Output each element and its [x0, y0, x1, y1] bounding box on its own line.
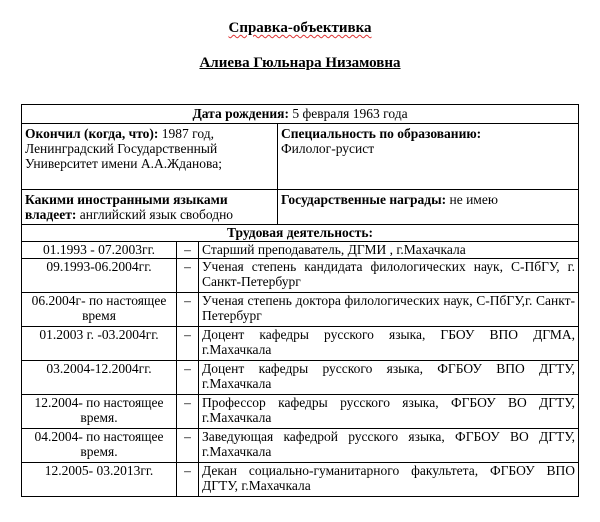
work-row	[22, 463, 579, 497]
birth-value: 5 февраля 1963 года	[292, 106, 408, 121]
work-desc: Ученая степень кандидата филологических наук, С-ПбГУ, г. Санкт-Петербург	[199, 259, 579, 293]
specialty-value: Филолог-русист	[281, 141, 375, 156]
work-desc: Доцент кафедры русского языка, ФГБОУ ВПО ДГТУ, г.Махачкала	[199, 361, 579, 395]
work-dash: –	[177, 463, 199, 497]
document-title	[0, 20, 600, 37]
work-desc: Старший преподаватель, ДГМИ , г.Махачкала	[199, 242, 579, 259]
document-title-text: Справка-объективка	[228, 20, 372, 36]
birth-cell	[22, 105, 579, 124]
work-dates: 03.2004-12.2004гг.	[22, 361, 177, 395]
work-dates: 12.2004- по настоящее время.	[22, 395, 177, 429]
languages-value: английский язык свободно	[79, 207, 234, 222]
person-name: Алиева Гюльнара Низамовна	[199, 55, 401, 71]
birth-label: Дата рождения:	[192, 106, 289, 121]
work-row	[22, 395, 579, 429]
work-dash: –	[177, 293, 199, 327]
work-row	[22, 293, 579, 327]
work-desc: Заведующая кафедрой русского языка, ФГБОУ ВО ДГТУ, г.Махачкала	[199, 429, 579, 463]
work-desc: Доцент кафедры русского языка, ГБОУ ВПО ДГМА, г.Махачкала	[199, 327, 579, 361]
specialty-label: Специальность по образованию:	[281, 126, 482, 141]
work-dates: 12.2005- 03.2013гг.	[22, 463, 177, 497]
work-dates: 09.1993-06.2004гг.	[22, 259, 177, 293]
awards-cell	[278, 190, 579, 225]
education-label: Окончил (когда, что):	[25, 126, 159, 141]
languages-cell	[22, 190, 278, 225]
work-header-row	[22, 225, 579, 242]
languages-row	[22, 190, 579, 225]
languages-label: Какими иностранными языками владеет:	[25, 192, 228, 222]
education-value: 1987 год, Ленинградский Государственный Университет имени А.А.Жданова;	[25, 126, 222, 171]
work-dates: 01.2003 г. -03.2004гг.	[22, 327, 177, 361]
work-row	[22, 242, 579, 259]
work-row	[22, 429, 579, 463]
birth-row	[22, 105, 579, 124]
work-dash: –	[177, 242, 199, 259]
work-dash: –	[177, 361, 199, 395]
work-header: Трудовая деятельность:	[22, 225, 579, 242]
education-cell	[22, 124, 278, 190]
work-dates: 01.1993 - 07.2003гг.	[22, 242, 177, 259]
work-dash: –	[177, 327, 199, 361]
work-desc: Декан социально-гуманитарного факультета, ФГБОУ ВПО ДГТУ, г.Махачкала	[199, 463, 579, 497]
awards-label: Государственные награды:	[281, 192, 447, 207]
work-row	[22, 327, 579, 361]
work-dash: –	[177, 259, 199, 293]
awards-value: не имею	[449, 192, 498, 207]
info-table	[21, 104, 579, 497]
work-desc: Профессор кафедры русского языка, ФГБОУ ВО ДГТУ, г.Махачкала	[199, 395, 579, 429]
work-row	[22, 259, 579, 293]
work-dash: –	[177, 429, 199, 463]
work-dates: 06.2004г- по настоящее время	[22, 293, 177, 327]
work-dates: 04.2004- по настоящее время.	[22, 429, 177, 463]
work-dash: –	[177, 395, 199, 429]
work-desc: Ученая степень доктора филологических наук, С-ПбГУ,г. Санкт-Петербург	[199, 293, 579, 327]
specialty-cell	[278, 124, 579, 190]
work-row	[22, 361, 579, 395]
education-row	[22, 124, 579, 190]
